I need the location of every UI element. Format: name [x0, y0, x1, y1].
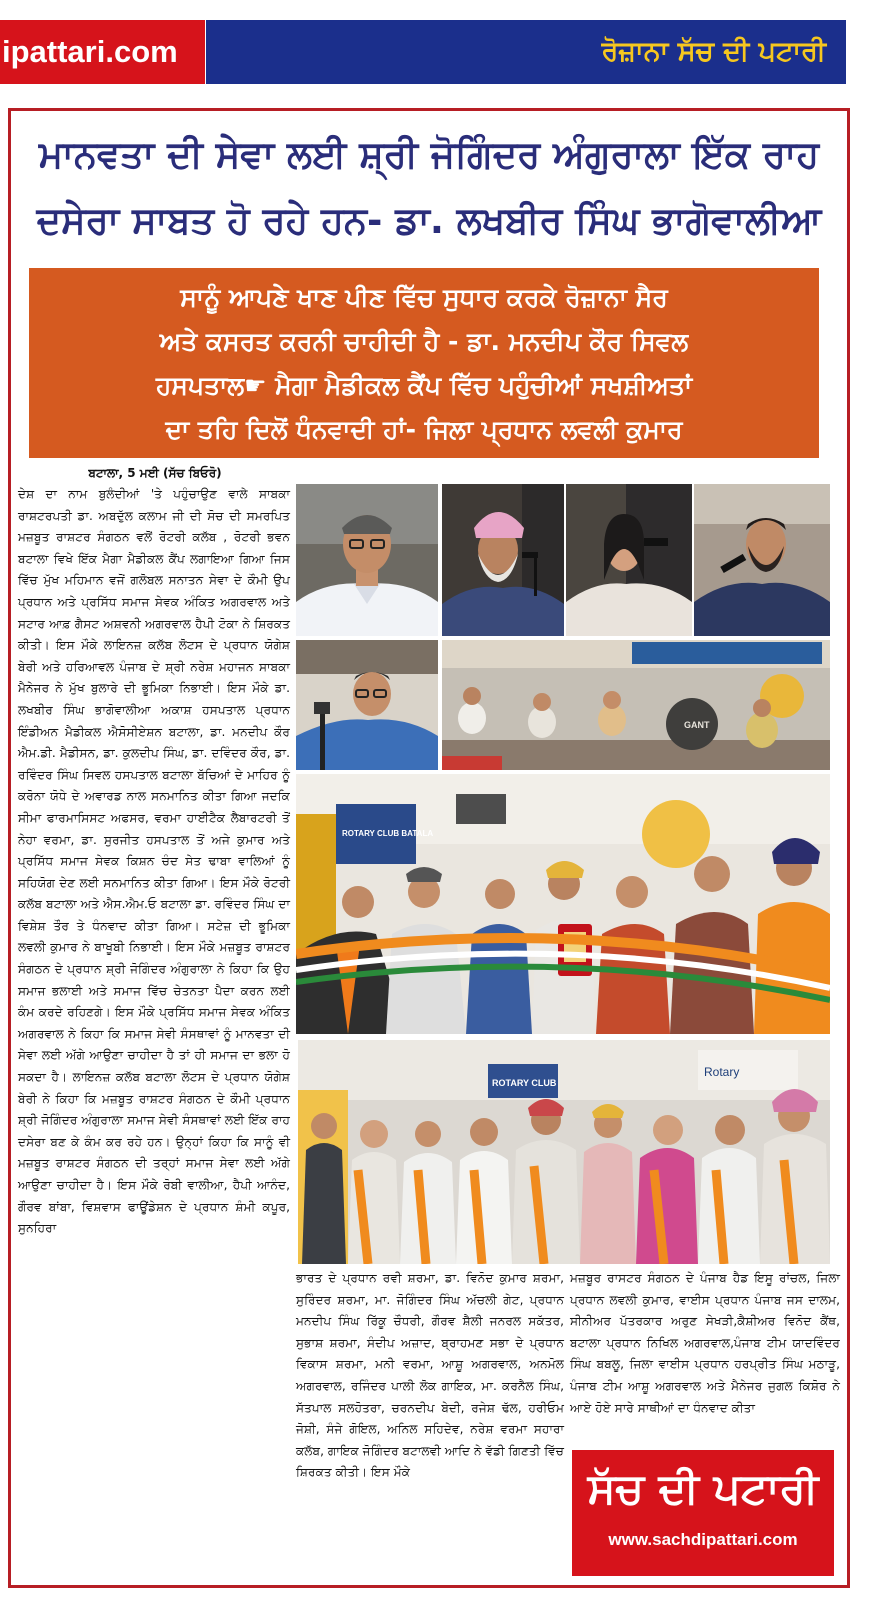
photo-woman-speaking	[566, 484, 692, 636]
brand-box	[572, 1450, 834, 1576]
article-column-middle: ਭਾਰਤ ਦੇ ਪ੍ਰਧਾਨ ਰਵੀ ਸ਼ਰਮਾ, ਡਾ. ਵਿਨੋਦ ਕੁਮਾਰ ਸ਼ਰਮਾ, ਸੁਰਿੰਦਰ ਸ਼ਰਮਾ, ਮਾ. ਜੋਗਿੰਦਰ ਸਿੰਘ ਅੱਚਲੀ ਗੇਟ, ਪ੍ਰਧਾਨ ਮਨਦੀਪ ਸਿੰਘ ਰਿੱਕੂ ਚੌਧਰੀ, ਗੌਰਵ ਸ਼ੈਲੀ ਜਨਰਲ ਸਕੱਤਰ, ਸੁਭਾਸ਼ ਸ਼ਰਮਾ, ਸੰਦੀਪ ਅਜ਼ਾਦ, ਬ੍ਰਾਹਮਣ ਸਭਾ ਦੇ ਪ੍ਰਧਾਨ ਵਿਕਾਸ ਸ਼ਰਮਾ, ਮਨੀ ਵਰਮਾ, ਆਸ਼ੂ ਅਗਰਵਾਲ, ਅਨਮੋਲ ਅਗਰਵਾਲ, ਰਜਿੰਦਰ ਪਾਲੀ ਲੋਕ ਗਾਇਕ, ਮਾ. ਕਰਨੈਲ ਸਿੰਘ, ਸੱਤਪਾਲ ਸਲਹੋਤਰਾ, ਚਰਨਦੀਪ ਬੇਦੀ, ਰਜੇਸ਼ ਢੱਲ, ਹਰੀਓਮ ਜੋਸ਼ੀ, ਸੰਜੇ ਗੋਇਲ, ਅਨਿਲ ਸਹਿਦੇਵ, ਨਰੇਸ਼ ਵਰਮਾ ਸਹਾਰਾ ਕਲੱਬ, ਗਾਇਕ ਜੋਗਿੰਦਰ ਬਟਾਲਵੀ ਆਦਿ ਨੇ ਵੱਡੀ ਗਿਣਤੀ ਵਿੱਚ ਸ਼ਿਰਕਤ ਕੀਤੀ। ਇਸ ਮੌਕੇ	[296, 1271, 564, 1480]
photo-sikh-man-speaking	[442, 484, 564, 636]
subheadline-line-3: ਹਸਪਤਾਲ☛ ਮੈਗਾ ਮੈਡੀਕਲ ਕੈਂਪ ਵਿੱਚ ਪਹੁੰਚੀਆਂ ਸਖਸ਼ੀਅਤਾਂ	[155, 371, 693, 400]
photo-man-with-microphone	[694, 484, 830, 636]
subheadline-line-2: ਅਤੇ ਕਸਰਤ ਕਰਨੀ ਚਾਹੀਦੀ ਹੈ - ਡਾ. ਮਨਦੀਪ ਕੌਰ ਸਿਵਲ	[159, 327, 689, 356]
photo-shirt-text: GANT	[684, 720, 710, 730]
subheadline-line-4: ਦਾ ਤਹਿ ਦਿਲੋਂ ਧੰਨਵਾਦੀ ਹਾਂ- ਜਿਲਾ ਪ੍ਰਧਾਨ ਲਵਲੀ ਕੁਮਾਰ	[165, 415, 683, 444]
article-column-right: ਮਜ਼ਬੂਰ ਰਾਸਟਰ ਸੰਗਠਨ ਦੇ ਪੰਜਾਬ ਹੈਡ ਇਸੂ ਰਾਂਚਲ, ਜਿਲਾ ਪ੍ਰਧਾਨ ਲਵਲੀ ਕੁਮਾਰ, ਵਾਈਸ ਪ੍ਰਧਾਨ ਪੰਜਾਬ ਜਸ ਦਾਲਮ, ਸੀਨੀਅਰ ਪੱਤਰਕਾਰ ਅਰੁਣ ਸੇਖੜੀ,ਕੈਸ਼ੀਅਰ ਵਿਨੋਦ ਕੈਂਥ, ਬਟਾਲਾ ਪ੍ਰਧਾਨ ਨਿਖਿਲ ਅਗਰਵਾਲ,ਪੰਜਾਬ ਟੀਮ ਯਾਦਵਿੰਦਰ ਸਿੰਘ ਬਬਲੂ, ਜਿਲਾ ਵਾਈਸ ਪ੍ਰਧਾਨ ਹਰਪ੍ਰੀਤ ਸਿੰਘ ਮਠਾੜੂ, ਪੰਜਾਬ ਟੀਮ ਆਸ਼ੂ ਅਗਰਵਾਲ ਅਤੇ ਮੈਨੇਜਰ ਜੁਗਲ ਕਿਸ਼ੋਰ ਨੇ ਆਏ ਹੋਏ ਸਾਰੇ ਸਾਥੀਆਂ ਦਾ ਧੰਨਵਾਦ ਕੀਤਾ	[570, 1271, 840, 1415]
subheadline-line-1: ਸਾਨੂੰ ਆਪਣੇ ਖਾਣ ਪੀਣ ਵਿੱਚ ਸੁਧਾਰ ਕਰਕੇ ਰੋਜ਼ਾਨਾ ਸੈਰ	[180, 283, 668, 312]
article-column-left: ਦੇਸ਼ ਦਾ ਨਾਮ ਬੁਲੰਦੀਆਂ 'ਤੇ ਪਹੁੰਚਾਉਣ ਵਾਲੇ ਸਾਬਕਾ ਰਾਸ਼ਟਰਪਤੀ ਡਾ. ਅਬਦੁੱਲ ਕਲਾਮ ਜੀ ਦੀ ਸੋਚ ਦੀ ਸਮਰਪਿਤ ਮਜ਼ਬੂਤ ਰਾਸ਼ਟਰ ਸੰਗਠਨ ਵਲੋਂ ਰੋਟਰੀ ਕਲੱਬ , ਰੋਟਰੀ ਭਵਨ ਬਟਾਲਾ ਵਿਖੇ ਇੱਕ ਮੈਗਾ ਮੈਡੀਕਲ ਕੈਂਪ ਲਗਾਇਆ ਗਿਆ ਜਿਸ ਵਿੱਚ ਮੁੱਖ ਮਹਿਮਾਨ ਵਜੋਂ ਗਲੋਬਲ ਸਨਾਤਨ ਸੇਵਾ ਦੇ ਕੌਮੀ ਉਪ ਪ੍ਰਧਾਨ ਅਤੇ ਪ੍ਰਸਿੱਧ ਸਮਾਜ ਸੇਵਕ ਅੰਕਿਤ ਅਗਰਵਾਲ ਅਤੇ ਸਟਾਰ ਆਫ਼ ਗੈਸਟ ਅਸ਼ਵਨੀ ਅਗਰਵਾਲ ਹੈਪੀ ਟੋਕਾ ਨੇ ਸ਼ਿਰਕਤ ਕੀਤੀ। ਇਸ ਮੌਕੇ ਲਾਇਨਜ਼ ਕਲੱਬ ਲੋਟਸ ਦੇ ਪ੍ਰਧਾਨ ਯੋਗੇਸ਼ ਬੇਰੀ ਅਤੇ ਹਰਿਆਵਲ ਪੰਜਾਬ ਦੇ ਸ਼੍ਰੀ ਨਰੇਸ਼ ਮਹਾਜਨ ਸਾਬਕਾ ਮੈਨੇਜਰ ਨੇ ਮੁੱਖ ਬੁਲਾਰੇ ਦੀ ਭੂਮਿਕਾ ਨਿਭਾਈ। ਇਸ ਮੌਕੇ ਡਾ. ਲਖਬੀਰ ਸਿੰਘ ਭਾਗੋਵਾਲੀਆ ਅਕਾਸ਼ ਹਸਪਤਾਲ ਪ੍ਰਧਾਨ ਇੰਡੀਅਨ ਮੈਡੀਕਲ ਐਸੋਸੀਏਸ਼ਨ ਬਟਾਲਾ, ਡਾ. ਮਨਦੀਪ ਕੌਰ ਐਮ.ਡੀ. ਮੈਡੀਸਨ, ਡਾ. ਕੁਲਦੀਪ ਸਿੰਘ, ਡਾ. ਦਵਿੰਦਰ ਕੌਰ, ਡਾ. ਰਵਿੰਦਰ ਸਿੰਘ ਸਿਵਲ ਹਸਪਤਾਲ ਬਟਾਲਾ ਬੱਚਿਆਂ ਦੇ ਮਾਹਿਰ ਨੂੰ ਕਰੋਨਾ ਯੋਧੇ ਦੇ ਅਵਾਰਡ ਨਾਲ ਸਨਮਾਨਿਤ ਕੀਤਾ ਗਿਆ ਜਦਕਿ ਸੀਮਾ ਫਾਰਮਾਸਿਸਟ ਅਫਸਰ, ਵਰਮਾ ਹਾਈਟੈਕ ਲੈਬਾਰਟਰੀ ਤੋਂ ਨੇਹਾ ਵਰਮਾ, ਡਾ. ਸੁਰਜੀਤ ਹਸਪਤਾਲ ਤੋਂ ਅਜੇ ਕੁਮਾਰ ਅਤੇ ਪ੍ਰਸਿੱਧ ਸਮਾਜ ਸੇਵਕ ਕਿਸ਼ਨ ਚੰਦ ਸੇਤ ਢਾਬਾ ਵਾਲਿਆਂ ਨੂੰ ਸਹਿਯੋਗ ਦੇਣ ਲਈ ਸਨਮਾਨਿਤ ਕੀਤਾ ਗਿਆ। ਇਸ ਮੌਕੇ ਰੋਟਰੀ ਕਲੱਬ ਬਟਾਲਾ ਅਤੇ ਐਸ.ਐਮ.ਓ ਬਟਾਲਾ ਡਾ. ਰਵਿੰਦਰ ਸਿੰਘ ਦਾ ਵਿਸ਼ੇਸ਼ ਤੌਰ ਤੇ ਧੰਨਵਾਦ ਕੀਤਾ ਗਿਆ। ਸਟੇਜ਼ ਦੀ ਭੂਮਿਕਾ ਲਵਲੀ ਕੁਮਾਰ ਨੇ ਬਾਖੂਬੀ ਨਿਭਾਈ। ਇਸ ਮੌਕੇ ਮਜ਼ਬੂਤ ਰਾਸ਼ਟਰ ਸੰਗਠਨ ਦੇ ਪ੍ਰਧਾਨ ਸ਼੍ਰੀ ਜੋਗਿੰਦਰ ਅੰਗੁਰਾਲਾ ਨੇ ਕਿਹਾ ਕਿ ਉਹ ਸਮਾਜ ਭਲਾਈ ਅਤੇ ਸਮਾਜ ਵਿੱਚ ਚੇਤਨਤਾ ਪੈਦਾ ਕਰਨ ਲਈ ਕੰਮ ਕਰਦੇ ਰਹਿਣਗੇ। ਇਸ ਮੌਕੇ ਪ੍ਰਸਿੱਧ ਸਮਾਜ ਸੇਵਕ ਅੰਕਿਤ ਅਗਰਵਾਲ ਨੇ ਕਿਹਾ ਕਿ ਸਮਾਜ ਸੇਵੀ ਸੰਸਥਾਵਾਂ ਨੂੰ ਮਾਨਵਤਾ ਦੀ ਸੇਵਾ ਲਈ ਅੱਗੇ ਆਉਣਾ ਚਾਹੀਦਾ ਹੈ ਤਾਂ ਹੀ ਸਮਾਜ ਦਾ ਭਲਾ ਹੋ ਸਕਦਾ ਹੈ। ਲਾਇਨਜ਼ ਕਲੱਬ ਬਟਾਲਾ ਲੋਟਸ ਦੇ ਪ੍ਰਧਾਨ ਯੋਗੇਸ਼ ਬੇਰੀ ਨੇ ਕਿਹਾ ਕਿ ਮਜ਼ਬੂਤ ਰਾਸ਼ਟਰ ਸੰਗਠਨ ਦੇ ਕੌਮੀ ਪ੍ਰਧਾਨ ਸ਼੍ਰੀ ਜੋਗਿੰਦਰ ਅੰਗੁਰਾਲਾ ਸਮਾਜ ਸੇਵੀ ਸੰਸਥਾਵਾਂ ਲਈ ਇੱਕ ਰਾਹ ਦਸੇਰਾ ਬਣ ਕੇ ਕੰਮ ਕਰ ਰਹੇ ਹਨ। ਉਨ੍ਹਾਂ ਕਿਹਾ ਕਿ ਸਾਨੂੰ ਵੀ ਮਜ਼ਬੂਤ ਰਾਸ਼ਟਰ ਸੰਗਠਨ ਦੀ ਤਰ੍ਹਾਂ ਸਮਾਜ ਸੇਵਾ ਲਈ ਅੱਗੇ ਆਉਣਾ ਚਾਹੀਦਾ ਹੈ। ਇਸ ਮੌਕੇ ਰੋਬੀ ਵਾਲੀਆ, ਹੈਪੀ ਆਨੰਦ, ਗੌਰਵ ਬਾਂਬਾ, ਵਿਸ਼ਵਾਸ ਫਾਊਂਡੇਸ਼ਨ ਦੇ ਪ੍ਰਧਾਨ ਸ਼ੰਮੀ ਕਪੂਰ, ਸੁਨਹਿਰਾ	[18, 487, 290, 1236]
photo-group-standing	[298, 1040, 830, 1264]
photo-club-sign: ROTARY CLUB	[492, 1078, 557, 1088]
site-name: ipattari.com	[0, 20, 205, 84]
photo-award-ceremony	[296, 774, 830, 1034]
brand-name: ਸੱਚ ਦੀ ਪਟਾਰੀ	[587, 1464, 819, 1513]
newspaper-masthead: ਰੋਜ਼ਾਨਾ ਸੱਚ ਦੀ ਪਟਾਰੀ	[206, 20, 846, 84]
brand-url[interactable]: www.sachdipattari.com	[608, 1530, 798, 1549]
subheadline	[29, 268, 819, 458]
photo-man-with-cap	[296, 484, 438, 636]
photo-medical-camp-seated-group	[442, 640, 830, 770]
top-bar	[0, 0, 891, 100]
dateline: ਬਟਾਲਾ, 5 ਮਈ (ਸੱਚ ਬਿਓਰੋ)	[88, 466, 222, 480]
headline-line-1: ਮਾਨਵਤਾ ਦੀ ਸੇਵਾ ਲਈ ਸ਼੍ਰੀ ਜੋਗਿੰਦਰ ਅੰਗੁਰਾਲਾ ਇੱਕ ਰਾਹ	[38, 133, 820, 176]
photo-banner-text: ROTARY CLUB BATALA	[342, 829, 434, 838]
photo-man-at-podium	[296, 640, 438, 770]
headline-line-2: ਦਸੇਰਾ ਸਾਬਤ ਹੋ ਰਹੇ ਹਨ- ਡਾ. ਲਖਬੀਰ ਸਿੰਘ ਭਾਗੋਵਾਲੀਆ	[36, 199, 822, 242]
photo-rotary-sign: Rotary	[704, 1065, 740, 1079]
headline	[14, 112, 844, 260]
